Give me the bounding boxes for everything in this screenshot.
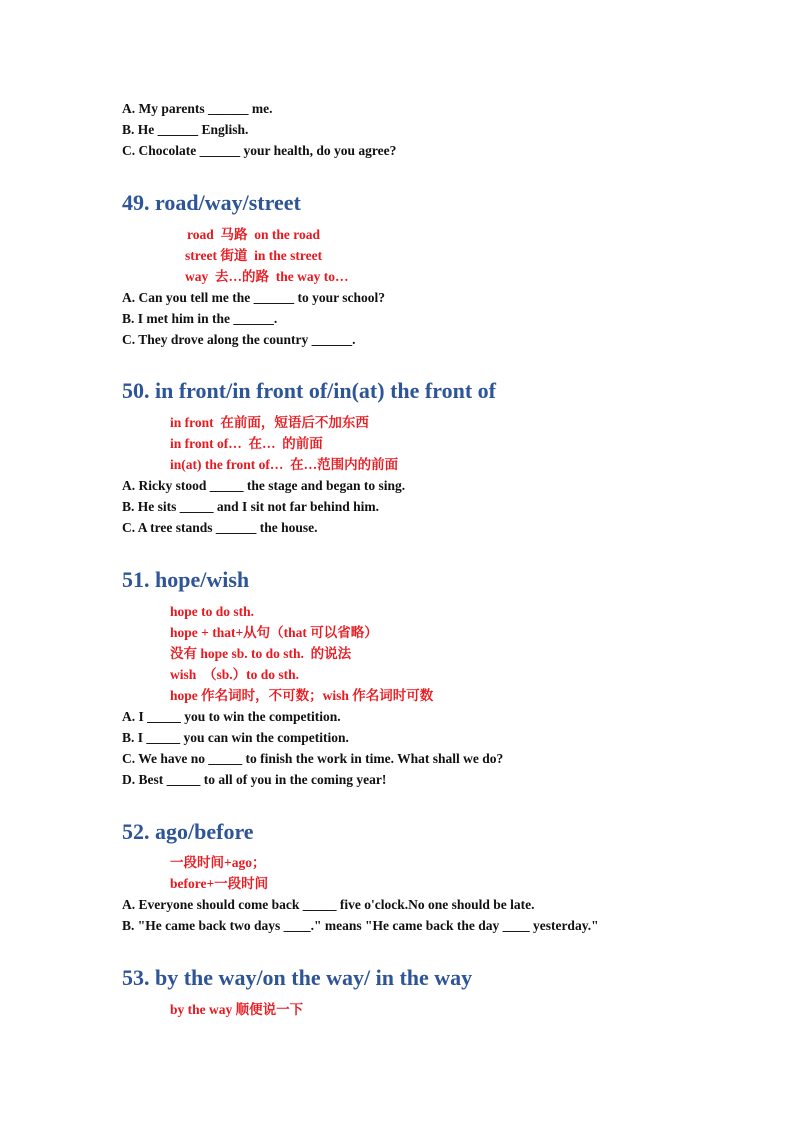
note-line: wish （sb.）to do sth. (170, 667, 300, 682)
question-line: A. My parents ______ me. (122, 101, 273, 116)
section-heading: 53. by the way/on the way/ in the way (122, 965, 473, 990)
note-line: in front 在前面，短语后不加东西 (170, 415, 369, 430)
question-line: B. I met him in the ______. (122, 311, 278, 326)
question-line: A. I _____ you to win the competition. (122, 709, 341, 724)
question-line: C. A tree stands ______ the house. (122, 520, 318, 535)
note-line: way 去…的路 the way to… (185, 269, 349, 284)
note-line: street 街道 in the street (185, 248, 323, 263)
note-line: 没有 hope sb. to do sth. 的说法 (170, 646, 352, 661)
note-line: hope to do sth. (170, 604, 255, 619)
note-line: hope + that+从句（that 可以省略） (170, 625, 378, 640)
question-line: C. We have no _____ to finish the work in time. What shall we do? (122, 751, 504, 766)
section-heading: 52. ago/before (122, 819, 254, 844)
section-heading: 50. in front/in front of/in(at) the front of (122, 378, 496, 403)
note-line: in(at) the front of… 在…范围内的前面 (170, 457, 399, 472)
question-line: B. He sits _____ and I sit not far behind him. (122, 499, 380, 514)
section-heading: 49. road/way/street (122, 190, 301, 215)
question-line: A. Can you tell me the ______ to your school? (122, 290, 385, 305)
note-line: before+一段时间 (170, 876, 269, 891)
question-line: C. Chocolate ______ your health, do you agree? (122, 143, 397, 158)
question-line: B. "He came back two days ____." means "He came back the day ____ yesterday." (122, 918, 599, 933)
question-line: A. Everyone should come back _____ five o'clock.No one should be late. (122, 897, 535, 912)
note-line: road 马路 on the road (187, 227, 321, 242)
question-line: C. They drove along the country ______. (122, 332, 356, 347)
section-heading: 51. hope/wish (122, 567, 250, 592)
question-line: A. Ricky stood _____ the stage and began to sing. (122, 478, 406, 493)
note-line: hope 作名词时，不可数；wish 作名词时可数 (170, 688, 434, 703)
question-line: B. He ______ English. (122, 122, 249, 137)
note-line: 一段时间+ago； (170, 855, 266, 870)
note-line: by the way 顺便说一下 (170, 1002, 304, 1017)
question-line: D. Best _____ to all of you in the coming year! (122, 772, 387, 787)
question-line: B. I _____ you can win the competition. (122, 730, 349, 745)
note-line: in front of… 在… 的前面 (170, 436, 323, 451)
